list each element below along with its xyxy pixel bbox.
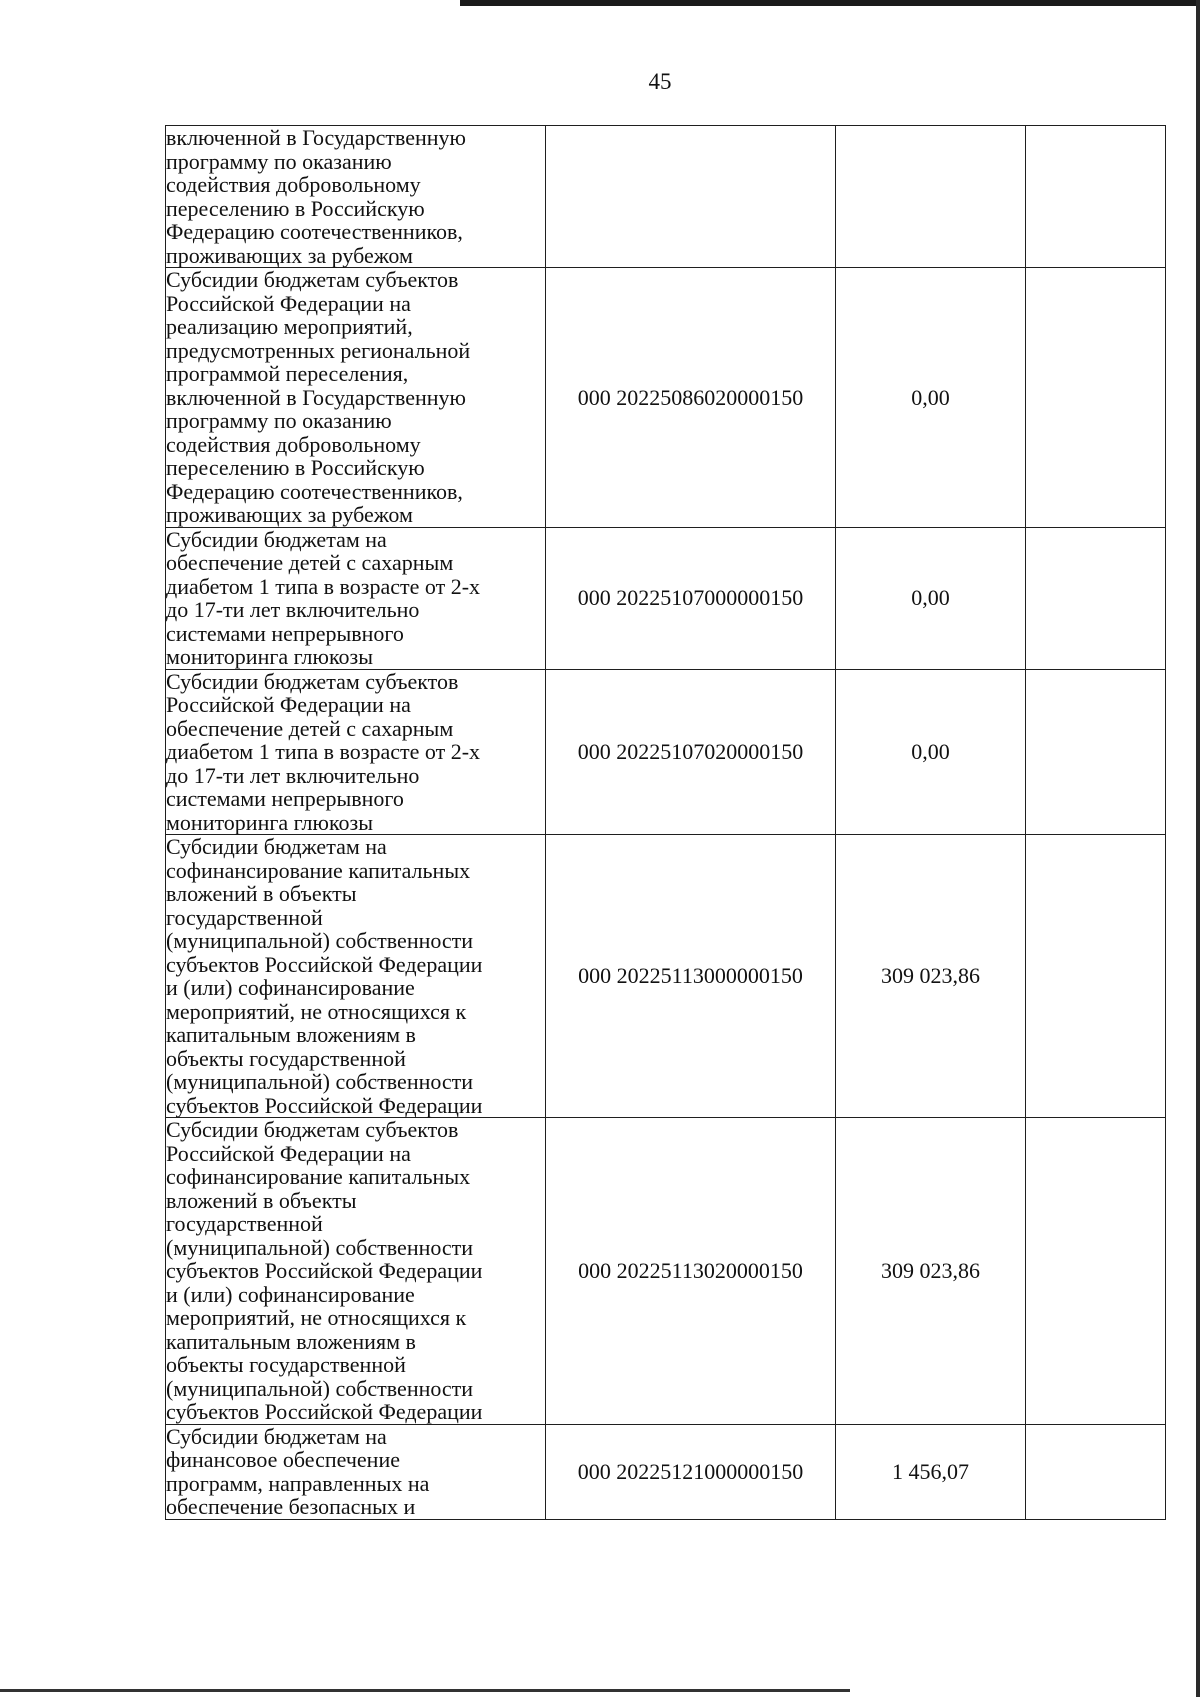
- amount-cell: [836, 126, 1026, 268]
- income-name-line: (муниципальной) собственности: [166, 1375, 474, 1401]
- income-name-line: объекты государственной: [166, 1045, 406, 1071]
- income-name-line: капитальным вложениям в: [166, 1328, 416, 1354]
- income-name-line: до 17-ти лет включительно: [166, 597, 420, 622]
- income-name-line: переселению в Российскую: [166, 195, 425, 221]
- income-name-line: Субсидии бюджетам субъектов: [166, 668, 459, 694]
- income-name-line: включенной в Государственную: [166, 125, 466, 150]
- scan-edge-right: [1196, 0, 1200, 1697]
- income-name-line: программу по оказанию: [166, 408, 392, 433]
- extra-cell: [1026, 527, 1166, 669]
- amount-cell: 1 456,07: [836, 1424, 1026, 1519]
- income-name-line: (муниципальной) собственности: [166, 928, 474, 953]
- income-name-line: мероприятий, не относящихся к: [166, 998, 467, 1024]
- income-name-line: Федерацию соотечественников,: [166, 478, 463, 504]
- income-name-line: программу по оказанию: [166, 148, 392, 174]
- income-name-cell: [166, 835, 546, 1118]
- income-name-line: программой переселения,: [166, 361, 409, 386]
- budget-code-cell: 000 20225086020000150: [546, 268, 836, 528]
- income-name-line: включенной в Государственную: [166, 384, 466, 410]
- income-name-line: обеспечение безопасных и: [166, 1494, 416, 1519]
- income-name-cell: [166, 1118, 546, 1425]
- amount-cell: 0,00: [836, 669, 1026, 835]
- page-number: 45: [648, 69, 672, 94]
- table-row: [166, 268, 1166, 528]
- income-name-line: реализацию мероприятий,: [166, 314, 413, 339]
- income-name-line: обеспечение детей с сахарным: [166, 715, 454, 741]
- table-row: [166, 527, 1166, 669]
- budget-code-cell: 000 20225113000000150: [546, 835, 836, 1118]
- income-name-line: объекты государственной: [166, 1352, 406, 1377]
- income-name-line: и (или) софинансирование: [166, 1281, 415, 1307]
- income-name-line: проживающих за рубежом: [166, 242, 413, 268]
- income-name-line: программ, направленных на: [166, 1470, 430, 1496]
- budget-code-cell: 000 20225107020000150: [546, 669, 836, 835]
- income-name-line: финансовое обеспечение: [166, 1447, 400, 1472]
- income-name-line: софинансирование капитальных: [166, 857, 471, 883]
- income-name-line: содействия добровольному: [166, 172, 421, 197]
- income-name-line: Российской Федерации на: [166, 1140, 411, 1166]
- income-name-line: Российской Федерации на: [166, 692, 411, 717]
- income-name-line: содействия добровольному: [166, 431, 421, 457]
- table-row: [166, 835, 1166, 1118]
- budget-code-cell: 000 20225107000000150: [546, 527, 836, 669]
- income-name-line: субъектов Российской Федерации: [166, 1399, 483, 1424]
- income-name-line: капитальным вложениям в: [166, 1022, 416, 1047]
- income-name-line: Субсидии бюджетам субъектов: [166, 1117, 459, 1142]
- income-name-line: государственной: [166, 904, 323, 930]
- income-name-line: мероприятий, не относящихся к: [166, 1305, 467, 1330]
- income-name-line: системами непрерывного: [166, 786, 404, 811]
- extra-cell: [1026, 268, 1166, 528]
- amount-cell: 0,00: [836, 527, 1026, 669]
- budget-code-cell: 000 20225113020000150: [546, 1118, 836, 1425]
- amount-cell: 309 023,86: [836, 1118, 1026, 1425]
- income-name-line: системами непрерывного: [166, 620, 404, 646]
- income-name-line: мониторинга глюкозы: [166, 809, 373, 835]
- income-name-line: (муниципальной) собственности: [166, 1069, 474, 1094]
- income-name-line: (муниципальной) собственности: [166, 1234, 474, 1260]
- income-name-line: Субсидии бюджетам на: [166, 834, 387, 859]
- scan-edge-top: [460, 0, 1200, 6]
- extra-cell: [1026, 669, 1166, 835]
- scan-edge-bottom: [0, 1689, 850, 1692]
- income-name-cell: [166, 527, 546, 669]
- income-name-cell: [166, 669, 546, 835]
- income-name-line: субъектов Российской Федерации: [166, 1258, 483, 1283]
- income-name-line: Субсидии бюджетам на: [166, 526, 387, 552]
- income-name-line: Федерацию соотечественников,: [166, 219, 463, 244]
- income-name-line: Субсидии бюджетам на: [166, 1423, 387, 1449]
- amount-cell: 0,00: [836, 268, 1026, 528]
- income-name-line: Российской Федерации на: [166, 290, 411, 316]
- income-name-cell: [166, 126, 546, 268]
- budget-code-cell: [546, 126, 836, 268]
- income-name-line: обеспечение детей с сахарным: [166, 550, 454, 575]
- income-name-line: мониторинга глюкозы: [166, 644, 373, 669]
- budget-income-table: [165, 125, 1166, 1520]
- income-name-line: софинансирование капитальных: [166, 1164, 471, 1189]
- income-name-line: диабетом 1 типа в возрасте от 2-х: [166, 739, 481, 764]
- income-name-line: и (или) софинансирование: [166, 975, 415, 1000]
- income-name-line: вложений в объекты: [166, 881, 357, 906]
- income-name-line: предусмотренных региональной: [166, 337, 471, 363]
- income-name-line: до 17-ти лет включительно: [166, 762, 420, 788]
- amount-cell: 309 023,86: [836, 835, 1026, 1118]
- extra-cell: [1026, 1118, 1166, 1425]
- extra-cell: [1026, 126, 1166, 268]
- budget-code-cell: 000 20225121000000150: [546, 1424, 836, 1519]
- extra-cell: [1026, 1424, 1166, 1519]
- table-row: [166, 669, 1166, 835]
- table-row: [166, 1424, 1166, 1519]
- income-name-line: государственной: [166, 1211, 323, 1236]
- income-name-line: проживающих за рубежом: [166, 502, 413, 527]
- extra-cell: [1026, 835, 1166, 1118]
- income-name-line: Субсидии бюджетам субъектов: [166, 267, 459, 292]
- table-row: [166, 126, 1166, 268]
- income-name-line: диабетом 1 типа в возрасте от 2-х: [166, 573, 481, 599]
- income-name-cell: [166, 268, 546, 528]
- income-name-line: субъектов Российской Федерации: [166, 951, 483, 977]
- income-name-line: вложений в объекты: [166, 1187, 357, 1213]
- income-name-line: переселению в Российскую: [166, 455, 425, 480]
- income-name-cell: [166, 1424, 546, 1519]
- income-name-line: субъектов Российской Федерации: [166, 1092, 483, 1118]
- table-body: [166, 126, 1166, 1520]
- table-row: [166, 1118, 1166, 1425]
